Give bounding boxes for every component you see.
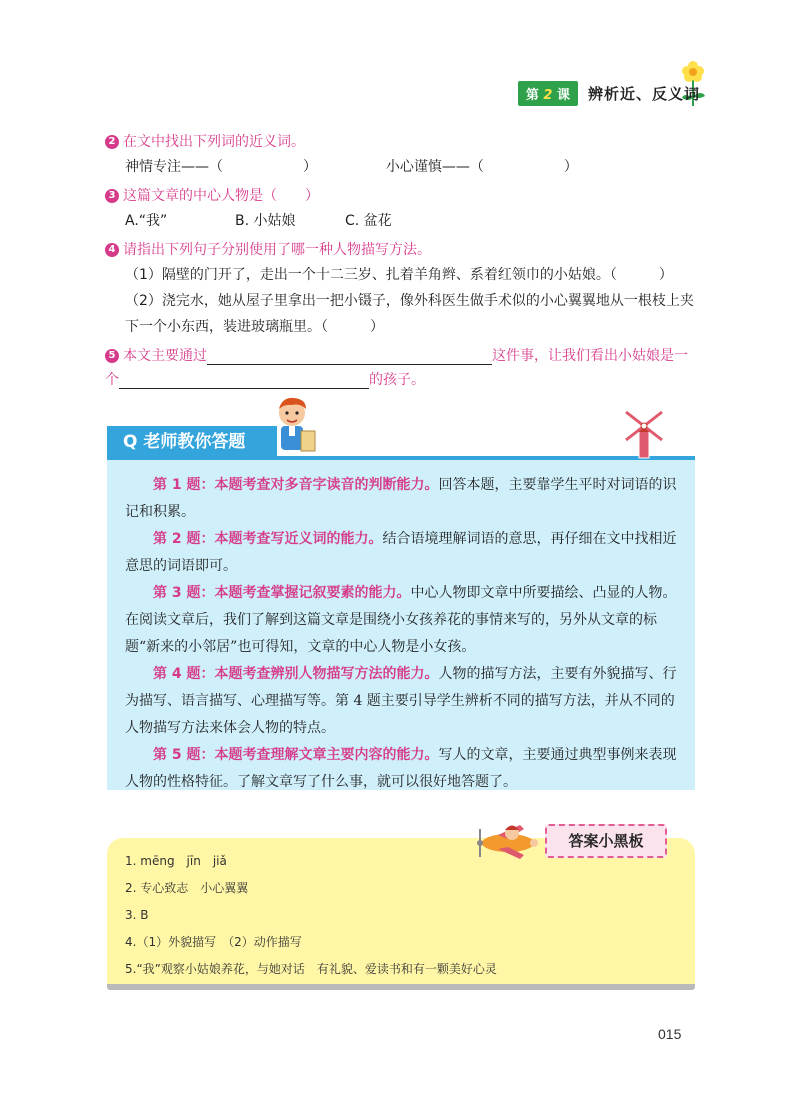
option-c: C. 盆花 [345, 213, 392, 229]
question-5: 5 本文主要通过 这件事，让我们看出小姑娘是一 [105, 344, 705, 368]
explanation-3: 第 3 题：本题考查掌握记叙要素的能力。中心人物即文章中所要描绘、凸显的人物。在阅读文章后，我们了解到这篇文章是围绕小女孩养花的事情来写的，另外从文章的标题“新来的小邻居”也可得知，文章的中心人物是小女孩。 [125, 585, 677, 655]
answer-3: 3. B [125, 908, 149, 922]
explanation-2: 第 2 题：本题考查写近义词的能力。结合语境理解词语的意思，再仔细在文中找相近意思的词语即可。 [125, 531, 677, 574]
answer-4: 4.（1）外貌描写 （2）动作描写 [125, 935, 302, 949]
answer-board-tag: 答案小黑板 [545, 824, 667, 858]
lesson-title: 辨析近、反义词 [587, 84, 700, 103]
question-number: 2 [105, 135, 119, 149]
question-3: 3 这篇文章的中心人物是（ ） [105, 184, 705, 208]
question-4-sentence-2a: （2）浇完水，她从屋子里拿出一把小镊子，像外科医生做手术似的小心翼翼地从一根枝上夹 [125, 293, 694, 309]
explanation-4: 第 4 题：本题考查辨别人物描写方法的能力。人物的描写方法，主要有外貌描写、行为描写、语言描写、心理描写等。第 4 题主要引导学生辨析不同的描写方法，并从不同的人物描写方法来体会人物的特点。 [125, 666, 677, 736]
answer-5: 5.“我”观察小姑娘养花，与她对话 有礼貌、爱读书和有一颗美好心灵 [125, 962, 497, 976]
lesson-tag: 第 2 课 [518, 81, 578, 106]
question-4: 4 请指出下列句子分别使用了哪一种人物描写方法。 [105, 238, 705, 262]
option-b: B. 小姑娘 [235, 213, 296, 229]
question-number: 3 [105, 189, 119, 203]
answer-blank[interactable] [119, 372, 369, 389]
airplane-cartoon-icon [468, 815, 546, 865]
answer-2: 2. 专心致志 小心翼翼 [125, 881, 249, 895]
teacher-panel-title: Q 老师教你答题 [107, 426, 277, 458]
windmill-icon [620, 408, 668, 460]
answer-1: 1. mēng jīn jiǎ [125, 854, 227, 868]
questions-section [105, 126, 705, 392]
answer-board-shadow [107, 984, 695, 990]
question-number: 5 [105, 349, 119, 363]
teacher-cartoon-icon [270, 395, 320, 457]
question-3-options [105, 208, 705, 234]
explanation-1: 第 1 题：本题考查对多音字读音的判断能力。回答本题，主要靠学生平时对词语的识记和积累。 [125, 477, 677, 520]
question-5-line-2: 个 的孩子。 [105, 372, 425, 388]
question-2-items: 神情专注——（ ） 小心谨慎——（ ） [125, 159, 578, 175]
question-4-sentence-2b: 下一个小东西，装进玻璃瓶里。（ ） [125, 319, 384, 335]
page-number: 015 [658, 1026, 682, 1042]
answer-board [107, 838, 695, 986]
answer-blank[interactable] [207, 348, 492, 365]
teacher-panel-body [107, 460, 695, 790]
question-2: 2 在文中找出下列词的近义词。 [105, 130, 705, 154]
question-number: 4 [105, 243, 119, 257]
option-a: A.“我” [125, 213, 168, 229]
page-header [518, 78, 700, 108]
explanation-5: 第 5 题：本题考查理解文章主要内容的能力。写人的文章，主要通过典型事例来表现人物的性格特征。了解文章写了什么事，就可以很好地答题了。 [125, 747, 677, 790]
question-4-sentence-1: （1）隔壁的门开了，走出一个十二三岁、扎着羊角辫、系着红领巾的小姑娘。（ ） [125, 267, 673, 283]
